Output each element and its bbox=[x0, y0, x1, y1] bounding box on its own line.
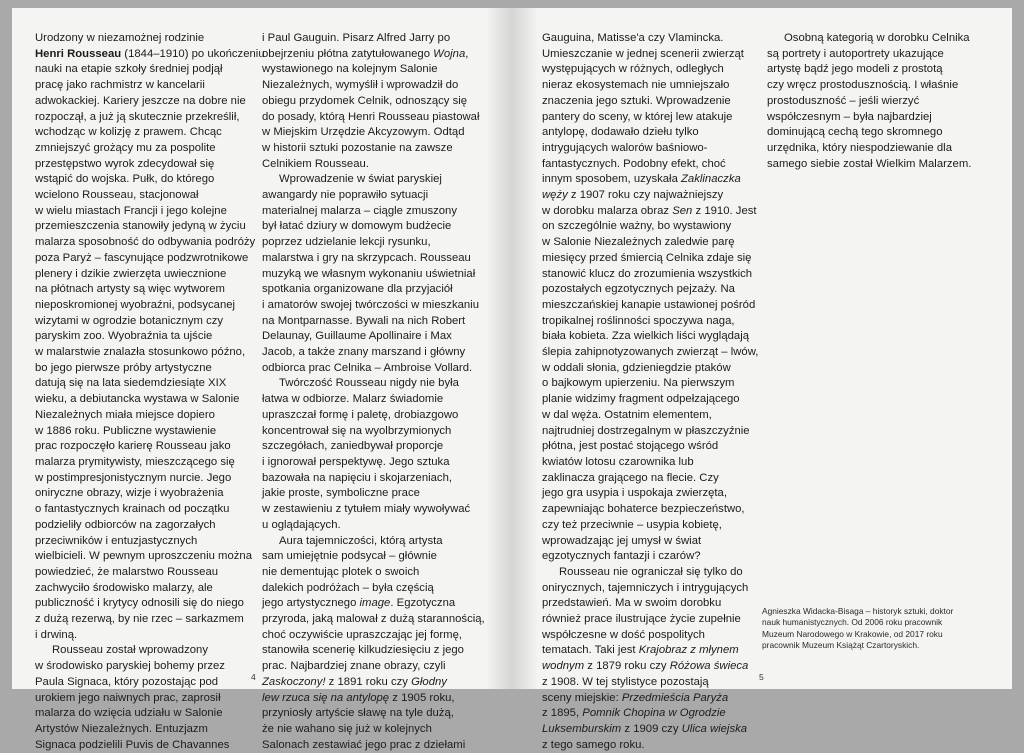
text-line: materialnej malarza – ciągle zmuszony bbox=[262, 204, 458, 217]
text-line: bazowała na napięciu i skojarzeniach, bbox=[262, 471, 453, 484]
right-page bbox=[512, 8, 1012, 751]
text-line: w postimpresjonistycznym nurcie. Jego bbox=[35, 471, 232, 484]
text-line: biała kobieta. Zza wielkich liści wyglądają bbox=[542, 330, 750, 343]
text-line: onirycznych, tajemniczych i intrygujących bbox=[542, 581, 749, 594]
text-line: w 1886 roku. Publiczne wystawienie bbox=[35, 424, 217, 437]
italic-title: Różowa świeca bbox=[669, 660, 749, 673]
text-line: ślepia zahipnotyzowanych zwierząt – lwów, bbox=[542, 346, 759, 359]
text-line: w oddali słonia, gdzieniegdzie ptaków bbox=[542, 361, 731, 374]
text-line: miesięcy przed śmiercią Celnika zdaje się bbox=[542, 251, 752, 264]
text-line: Delaunay, Guillaume Apollinaire i Max bbox=[262, 330, 452, 343]
text-line: czy też przeciwnie – usypia kobietę, bbox=[542, 518, 722, 531]
text-line: o bajkowym upierzeniu. Na pierwszym bbox=[542, 377, 735, 390]
text-line: tropikalnej roślinności spoczywa naga, bbox=[542, 314, 735, 327]
text-line: wizytami w ogrodzie botanicznym czy bbox=[35, 314, 224, 327]
text-line: współczesne w dość pospolitych bbox=[542, 628, 705, 641]
text-line: upraszczał formę i paletę, drobiazgowo bbox=[262, 408, 459, 421]
text-line: obiegu przydomek Celnik, odnoszący się bbox=[262, 94, 468, 107]
text-line: adwokackiej. Kariery jeszcze na dobre nie bbox=[35, 94, 246, 107]
text-line bbox=[542, 706, 777, 722]
text-line: wstąpić do wojska. Pułk, do którego bbox=[35, 173, 215, 186]
text-line: zaklinacza grającego na flecie. Czy bbox=[542, 471, 719, 484]
text-run: sceny miejskie: bbox=[542, 691, 622, 704]
italic-title: Luksemburskim bbox=[542, 722, 622, 735]
text-line: nauki na etapie szkoły średniej podjął bbox=[35, 63, 223, 76]
text-line: wystawionego na kolejnym Salonie bbox=[262, 63, 438, 76]
text-line: na Montparnasse. Bywali na nich Robert bbox=[262, 314, 466, 327]
text-line bbox=[542, 172, 777, 188]
text-line: malarza sposobność do odbywania podróży bbox=[35, 236, 256, 249]
text-line: współczesnym – była najbardziej bbox=[767, 110, 932, 123]
text-line bbox=[262, 47, 487, 63]
text-line: wcielono Rousseau, stacjonował bbox=[35, 189, 199, 202]
text-line: dominującą cechą tego skromnego bbox=[767, 126, 943, 139]
text-run: z 1891 roku czy bbox=[325, 675, 412, 688]
text-line: bo jego pierwsze próby artystyczne bbox=[35, 361, 212, 374]
text-line: przyroda, jaką malował z dużą starannością, bbox=[262, 613, 485, 626]
text-line: że nie wahano się już w kolejnych bbox=[262, 722, 432, 735]
text-line: nieraz ekosystemach nie umniejszało bbox=[542, 79, 730, 92]
text-line: malarza prymitywisty, mieszczącego się bbox=[35, 455, 235, 468]
text-line: wchodząc w kolizję z prawem. Chcąc bbox=[35, 126, 222, 139]
text-line: fantastycznych. Podobny efekt, choć bbox=[542, 157, 726, 170]
text-line: był łatać dziury w domowym budżecie bbox=[262, 220, 452, 233]
text-line: awangardy nie poprawiło sytuacji bbox=[262, 189, 429, 202]
text-line: antylopę, dodawało dziełu tylko bbox=[542, 126, 699, 139]
text-column-2 bbox=[262, 31, 487, 753]
text-line: w historii sztuki pozostanie na zawsze bbox=[262, 141, 453, 154]
text-line: powiedzieć, że malarstwo Rousseau bbox=[35, 565, 219, 578]
text-column-1 bbox=[35, 31, 265, 753]
text-run: obejrzeniu płótna zatytułowanego bbox=[262, 47, 434, 60]
text-line: i Paul Gauguin. Pisarz Alfred Jarry po bbox=[262, 32, 451, 44]
text-line bbox=[542, 691, 777, 707]
text-line: zachwyciło środowisko malarzy, ale bbox=[35, 581, 213, 594]
text-line: o fantastycznych krainach od początku bbox=[35, 503, 230, 516]
text-line bbox=[542, 204, 777, 220]
text-line: Niezależnych, wymyślił i wprowadził do bbox=[262, 79, 459, 92]
text-line: w wielu miastach Francji i jego kolejne bbox=[35, 204, 227, 217]
text-line: prostoduszność – jeśli wierzyć bbox=[767, 94, 920, 107]
text-line: płótna, jest postać stojącego wśród bbox=[542, 440, 719, 453]
text-line: poza Paryż – fascynujące podzwrotnikowe bbox=[35, 251, 249, 264]
italic-title: Wojna bbox=[433, 47, 466, 60]
text-line: Gauguina, Matisse'a czy Vlamincka. bbox=[542, 32, 724, 44]
text-line: publiczność i krytycy odnosili się do niego bbox=[35, 597, 244, 610]
text-line: on szczególnie ważny, bo wystawiony bbox=[542, 220, 732, 233]
text-run: tematach. Taki jest bbox=[542, 644, 639, 657]
text-line: intrygujących walorów baśniowo- bbox=[542, 141, 708, 154]
text-line: przestępstwo wyrok zdecydował się bbox=[35, 157, 215, 170]
italic-title: wodnym bbox=[542, 660, 585, 673]
text-line: z tego samego roku. bbox=[542, 738, 645, 751]
text-line: Niezależnych miała miejsce dopiero bbox=[35, 408, 215, 421]
italic-title: węży bbox=[542, 189, 568, 202]
text-line: również prace ilustrujące życie zupełnie bbox=[542, 613, 741, 626]
italic-title: Sen bbox=[672, 204, 693, 217]
italic-title: image bbox=[359, 597, 391, 610]
text-line: z dużą rezerwą, by nie rzec – sarkazmem bbox=[35, 613, 244, 626]
text-line: w Salonie Niezależnych zaledwie parę bbox=[542, 236, 735, 249]
text-line: urzędnika, który niespodziewanie dla bbox=[767, 141, 952, 154]
text-line: Twórczość Rousseau nigdy nie była bbox=[279, 377, 459, 390]
text-line: podzieliły odbiorców na zagorzałych bbox=[35, 518, 216, 531]
text-line: występujących w różnych, odległych bbox=[542, 63, 724, 76]
text-line: Salonach zestawiać jego prac z dziełami bbox=[262, 738, 466, 751]
text-line bbox=[262, 596, 487, 612]
text-column-3 bbox=[542, 31, 777, 753]
text-line: datują się na lata siedemdziesiąte XIX bbox=[35, 377, 227, 390]
text-line: odbiorca prac Celnika – Ambroise Vollard. bbox=[262, 361, 473, 374]
text-run: z 1909 czy bbox=[621, 722, 682, 735]
text-run: . Egzotyczna bbox=[390, 597, 456, 610]
text-line: zmniejszyć grożący mu za pospolite bbox=[35, 141, 216, 154]
left-page bbox=[12, 8, 512, 751]
text-line: Rousseau nie ograniczał się tylko do bbox=[559, 565, 743, 578]
text-line: planie widzimy fragment odpełzającego bbox=[542, 393, 740, 406]
text-line: wprowadzając jej umysł w świat bbox=[542, 534, 702, 547]
text-line: i drwiną. bbox=[35, 628, 78, 641]
italic-title: Głodny bbox=[411, 675, 447, 688]
text-line: nie dementując plotek o swoich bbox=[262, 565, 420, 578]
text-line: Umieszczanie w jednej scenerii zwierząt bbox=[542, 47, 744, 60]
text-line: jakie proste, symboliczne prace bbox=[262, 487, 420, 500]
text-line: na płótnach artysty są więc wytworem bbox=[35, 283, 225, 296]
text-line: zapewniając bohaterce bezpieczeństwo, bbox=[542, 503, 745, 516]
text-line: nauk humanistycznych. Od 2006 roku pracownik bbox=[762, 617, 943, 628]
text-line: pracownik Muzeum Książąt Czartoryskich. bbox=[762, 640, 920, 651]
text-line: poprzez udzielanie lekcji rysunku, bbox=[262, 236, 431, 249]
text-line: jego gra usypia i uspokaja zwierzęta, bbox=[542, 487, 727, 500]
text-line: muzyką we własnym wykonaniu uświetniał bbox=[262, 267, 476, 280]
text-line: nieposkromionej wyobraźni, podsycanej bbox=[35, 298, 236, 311]
text-line: przyniosły artyście sławę na tyle dużą, bbox=[262, 707, 454, 720]
text-line: przeciwników i entuzjastycznych bbox=[35, 534, 198, 547]
text-line: Rousseau został wprowadzony bbox=[52, 644, 208, 657]
text-run: z 1879 roku czy bbox=[584, 660, 670, 673]
text-line: Wprowadzenie w świat paryskiej bbox=[279, 173, 442, 186]
text-line: kwiatów lotosu czarownika lub bbox=[542, 455, 694, 468]
text-line: z 1908. W tej stylistyce pozostają bbox=[542, 675, 709, 688]
text-line: koncentrował się na wyolbrzymionych bbox=[262, 424, 452, 437]
text-line: malarstwa i gry na skrzypcach. Rousseau bbox=[262, 251, 471, 264]
text-line: dalekich podróżach – była częścią bbox=[262, 581, 434, 594]
text-line: plenery i dzikie zwierzęta uwiecznione bbox=[35, 267, 227, 280]
text-line: Celnikiem Rousseau. bbox=[262, 157, 369, 170]
text-line: prac rozpoczęło karierę Rousseau jako bbox=[35, 440, 231, 453]
text-line: szczegółach, zaniedbywał proporcje bbox=[262, 440, 444, 453]
text-line: pantery do sceny, w której lew atakuje bbox=[542, 110, 733, 123]
text-line: Osobną kategorią w dorobku Celnika bbox=[784, 32, 970, 44]
text-line: przemieszczenia stanowiły jedyną w życiu bbox=[35, 220, 246, 233]
text-run: innym sposobem, uzyskała bbox=[542, 173, 682, 186]
text-line: wielbicieli. W pewnym uproszczeniu można bbox=[35, 550, 253, 563]
text-line: choć oczywiście upraszczając jej formę, bbox=[262, 628, 463, 641]
text-line: u oglądających. bbox=[262, 518, 341, 531]
text-line: pozostałych egzotycznych pejzaży. Na bbox=[542, 283, 735, 296]
text-line: Muzeum Narodowego w Krakowie, od 2017 roku bbox=[762, 628, 943, 639]
italic-title: Krajobraz z młynem bbox=[638, 644, 739, 657]
text-line: stanowiła scenerię kilkudziesięciu z jego bbox=[262, 644, 464, 657]
text-run: z 1907 roku czy najważniejszy bbox=[567, 189, 724, 202]
text-line: pracę jako rachmistrz w kancelarii bbox=[35, 79, 205, 92]
text-line: w dal węża. Ostatnim elementem, bbox=[542, 408, 712, 421]
italic-title: Ulica wiejska bbox=[681, 722, 748, 735]
text-line bbox=[542, 188, 777, 204]
text-line: sam umiejętnie podsycał – głównie bbox=[262, 550, 437, 563]
text-line: i ignorował perspektywę. Jego sztuka bbox=[262, 455, 450, 468]
text-line: w środowisko paryskiej bohemy przez bbox=[35, 660, 225, 673]
text-line: Artystów Niezależnych. Entuzjazm bbox=[35, 722, 208, 735]
text-line: egzotycznych fantazji i czarów? bbox=[542, 550, 701, 563]
text-run: (1844–1910) po ukończeniu bbox=[121, 47, 265, 60]
text-line: są portrety i autoportrety ukazujące bbox=[767, 47, 944, 60]
text-run: z 1910. Jest bbox=[692, 204, 757, 217]
text-line: w Miejskim Urzędzie Akcyzowym. Odtąd bbox=[262, 126, 465, 139]
italic-title: Zaklinaczka bbox=[681, 173, 741, 186]
italic-title: Pomnik Chopina w Ogrodzie bbox=[582, 707, 726, 720]
text-line: przedstawień. Ma w swoim dorobku bbox=[542, 597, 722, 610]
bold-text: Henri Rousseau bbox=[35, 47, 122, 60]
text-line bbox=[542, 722, 777, 738]
text-line: wieku, a debiutancka wystawa w Salonie bbox=[35, 393, 240, 406]
gutter-shadow bbox=[486, 8, 512, 689]
text-line: w malarstwie znalazła stosunkowo późno, bbox=[35, 346, 246, 359]
text-line: mieszczańskiej kanapie ustawionej pośród bbox=[542, 298, 756, 311]
text-line: stanowić klucz do zrozumienia wszystkich bbox=[542, 267, 753, 280]
italic-title: lew rzuca się na antylopę bbox=[262, 691, 390, 704]
italic-title: Zaskoczony! bbox=[262, 675, 326, 688]
page-number: 4 bbox=[251, 672, 256, 682]
text-run: , bbox=[465, 47, 469, 60]
text-line: łatwa w odbiorze. Malarz świadomie bbox=[262, 393, 444, 406]
text-line: czy wręcz prostodusznością. I właśnie bbox=[767, 79, 959, 92]
text-line: artystę bądź jego modeli z prostotą bbox=[767, 63, 943, 76]
text-line: rozpoczął, a już ją skutecznie przekreślił, bbox=[35, 110, 240, 123]
text-run: z 1895, bbox=[542, 707, 583, 720]
text-line: paryskim zoo. Wyobraźnia ta ujście bbox=[35, 330, 213, 343]
text-line: malarza do wzięcia udziału w Salonie bbox=[35, 707, 223, 720]
text-line: samego siebie został Wielkim Malarzem. bbox=[767, 157, 972, 170]
text-line: oniryczne obrazy, wizje i wyobrażenia bbox=[35, 487, 224, 500]
author-note bbox=[762, 606, 974, 652]
text-line: prac. Najbardziej znane obrazy, czyli bbox=[262, 660, 446, 673]
text-line: Jacob, a także znany marszand i główny bbox=[262, 346, 466, 359]
text-line: do posady, którą Henri Rousseau piastował bbox=[262, 110, 480, 123]
text-line bbox=[542, 659, 777, 675]
italic-title: Przedmieścia Paryża bbox=[621, 691, 729, 704]
text-line: Paula Signaca, który pozostając pod bbox=[35, 675, 219, 688]
text-line: w zestawieniu z tytułem miały wywoływać bbox=[262, 503, 471, 516]
text-line: Agnieszka Widacka-Bisaga – historyk sztuki, doktor bbox=[762, 606, 954, 616]
text-line: Aura tajemniczości, którą artysta bbox=[279, 534, 443, 547]
text-run: z 1905 roku, bbox=[389, 691, 455, 704]
text-line: spotkania organizowane dla przyjaciół bbox=[262, 283, 453, 296]
text-line: i amatorów swojej twórczości w mieszkaniu bbox=[262, 298, 479, 311]
text-run: jego artystycznego bbox=[262, 597, 360, 610]
text-run: w dorobku malarza obraz bbox=[542, 204, 673, 217]
text-line bbox=[542, 643, 777, 659]
text-line: Urodzony w niezamożnej rodzinie bbox=[35, 32, 205, 44]
text-line bbox=[262, 675, 487, 691]
text-line bbox=[262, 691, 487, 707]
page-number: 5 bbox=[759, 672, 764, 682]
text-line: urokiem jego naiwnych prac, zaprosił bbox=[35, 691, 221, 704]
text-line bbox=[35, 47, 265, 63]
text-line: znaczenia jego sztuki. Wprowadzenie bbox=[542, 94, 731, 107]
text-line: najtrudniej dostrzegalnym w płaszczyźnie bbox=[542, 424, 750, 437]
text-column-4 bbox=[767, 31, 992, 172]
text-line: Signaca podzielili Puvis de Chavannes bbox=[35, 738, 230, 751]
gutter-shadow bbox=[512, 8, 538, 689]
